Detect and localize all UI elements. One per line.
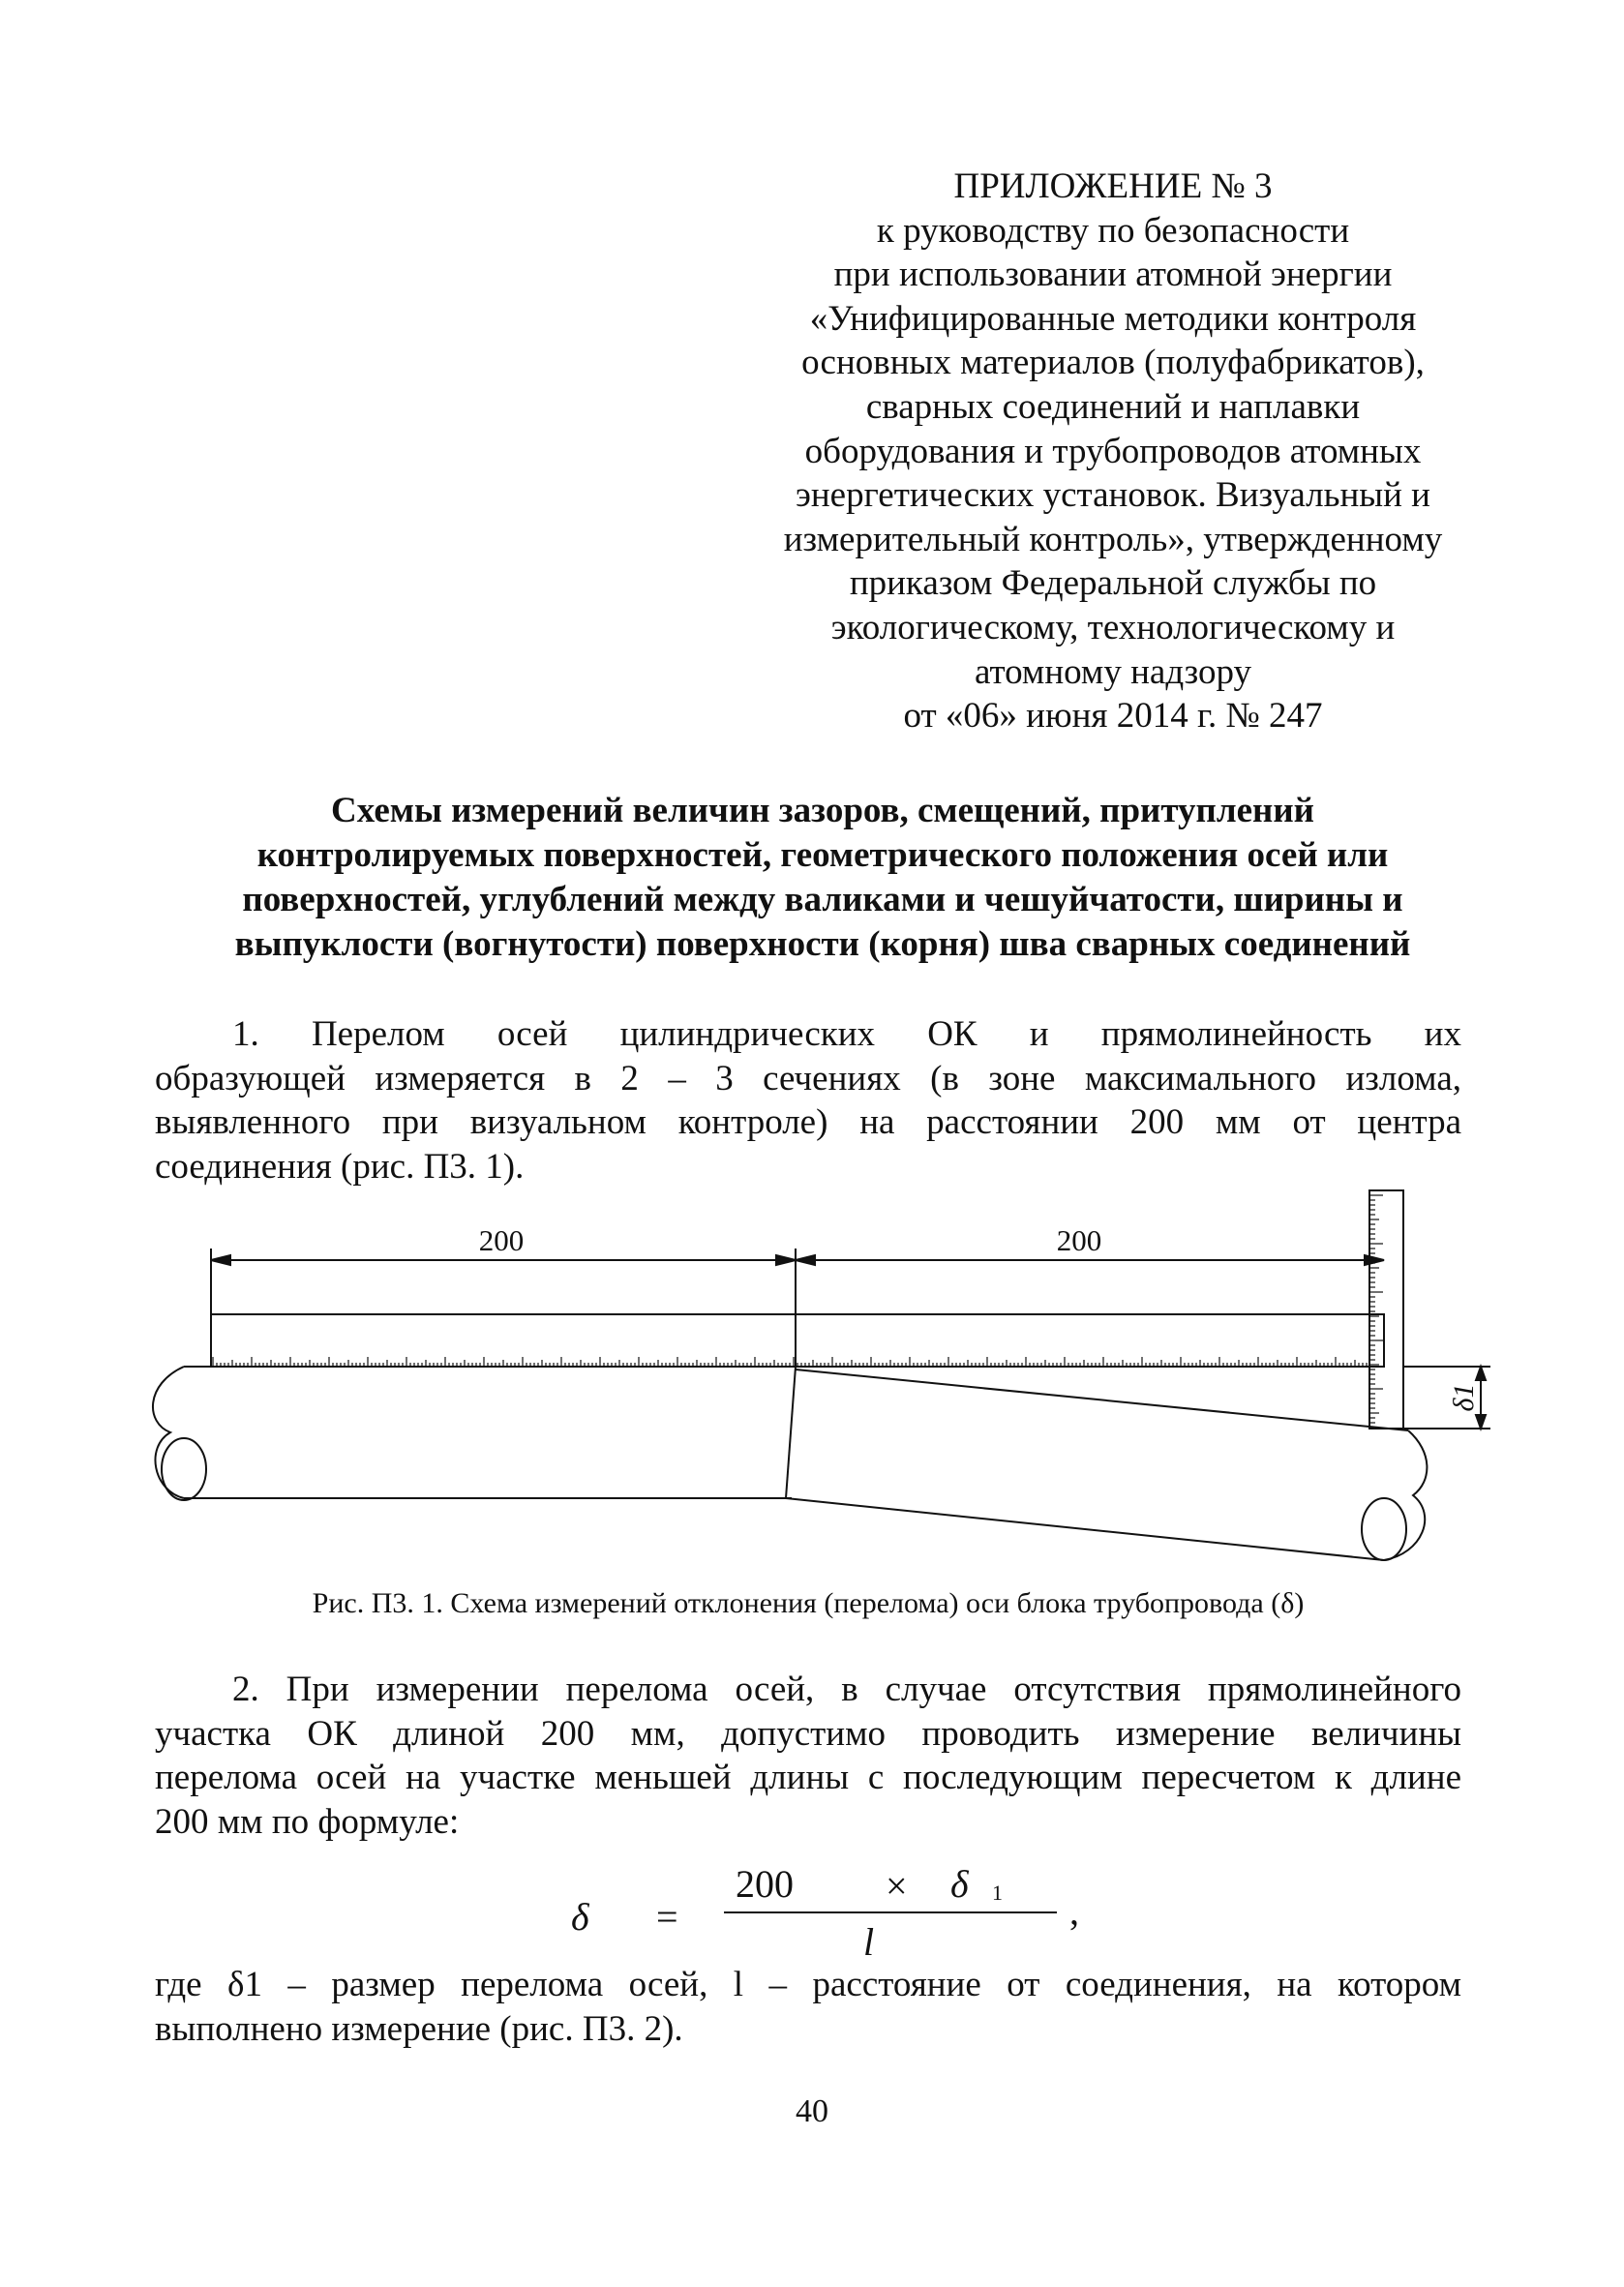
square-ticks [1369, 1195, 1383, 1423]
appendix-line: измерительный контроль», утвержденному [783, 519, 1443, 559]
formula-comma: , [1069, 1889, 1079, 1933]
paragraph-2 [155, 1668, 1461, 1844]
left-pipe-break [153, 1367, 184, 1498]
formula-numerator-200: 200 [736, 1862, 794, 1906]
square-ruler [1369, 1190, 1403, 1429]
paragraph-line: где δ1 – размер перелома осей, l – расстояние от соединения, на котором [155, 1965, 1461, 2004]
arrow-mid-right [796, 1255, 815, 1265]
heading-line: выпуклости (вогнутости) поверхности (корня) шва сварных соединений [234, 924, 1411, 964]
fraction-bar [724, 1911, 1057, 1913]
heading-line: контролируемых поверхностей, геометрического положения осей или [256, 835, 1389, 875]
joint-line [786, 1367, 796, 1498]
paragraph-line: перелома осей на участке меньшей длины с последующим пересчетом к длине [155, 1758, 1461, 1797]
paragraph-line: 2. При измерении перелома осей, в случае отсутствия прямолинейного [232, 1670, 1461, 1709]
appendix-line: «Унифицированные методики контроля [809, 298, 1417, 339]
right-pipe-end [1362, 1498, 1406, 1560]
formula-times: × [886, 1864, 908, 1908]
section-heading [155, 789, 1490, 967]
page-number: 40 [796, 2093, 828, 2129]
right-pipe-bottom [786, 1498, 1384, 1560]
paragraph-line: выявленного при визуальном контроле) на расстоянии 200 мм от центра [155, 1102, 1461, 1142]
arrow-left [211, 1255, 230, 1265]
appendix-line: приказом Федеральной службы по [849, 563, 1377, 604]
appendix-line: атомному надзору [974, 651, 1252, 692]
paragraph-line: 200 мм по формуле: [155, 1801, 460, 1842]
dimension-label-left: 200 [478, 1223, 525, 1257]
straight-edge [211, 1314, 1384, 1367]
paragraph-3 [155, 1963, 1461, 2051]
formula-lhs: δ [571, 1895, 589, 1939]
delta-arrow-bottom [1476, 1415, 1486, 1429]
dimension-label-right: 200 [1056, 1223, 1102, 1257]
delta-label: δ1 [1448, 1383, 1480, 1412]
pipe-axis-figure [145, 1176, 1519, 1573]
paragraph-line: 1. Перелом осей цилиндрических ОК и прямолинейность их [232, 1014, 1461, 1054]
left-pipe-end [162, 1438, 206, 1500]
appendix-line: при использовании атомной энергии [833, 255, 1393, 295]
appendix-line: оборудования и трубопроводов атомных [804, 431, 1422, 471]
formula-denominator: l [863, 1920, 875, 1964]
heading-line: Схемы измерений величин зазоров, смещений, притуплений [331, 791, 1314, 830]
formula-delta: δ [950, 1862, 969, 1906]
formula-equals: = [656, 1895, 678, 1939]
appendix-line: основных материалов (полуфабрикатов), [801, 343, 1425, 383]
paragraph-line: образующей измеряется в 2 – 3 сечениях (в зоне максимального излома, [155, 1058, 1461, 1098]
heading-line: поверхностей, углублений между валиками и чешуйчатости, ширины и [242, 880, 1403, 919]
right-pipe-top [796, 1369, 1408, 1430]
formula [552, 1853, 1094, 1970]
appendix-line: энергетических установок. Визуальный и [796, 475, 1430, 516]
delta-arrow-top [1476, 1367, 1486, 1380]
paragraph-line: участка ОК длиной 200 мм, допустимо проводить измерение величины [155, 1713, 1461, 1754]
paragraph-line: выполнено измерение (рис. П3. 2). [155, 2008, 683, 2049]
ruler-ticks [213, 1357, 1367, 1367]
figure-caption: Рис. П3. 1. Схема измерений отклонения (перелома) оси блока трубопровода (δ) [312, 1587, 1305, 1619]
appendix-header [716, 165, 1510, 738]
appendix-line: сварных соединений и наплавки [865, 386, 1361, 427]
arrow-mid-left [776, 1255, 796, 1265]
appendix-date-line: от «06» июня 2014 г. № 247 [903, 696, 1323, 737]
appendix-line: экологическому, технологическому и [830, 607, 1396, 647]
appendix-title: ПРИЛОЖЕНИЕ № 3 [953, 166, 1273, 206]
paragraph-line: соединения (рис. П3. 1). [155, 1146, 525, 1187]
formula-delta-subscript: 1 [992, 1881, 1003, 1905]
appendix-line: к руководству по безопасности [876, 210, 1350, 251]
paragraph-1 [155, 1012, 1461, 1189]
